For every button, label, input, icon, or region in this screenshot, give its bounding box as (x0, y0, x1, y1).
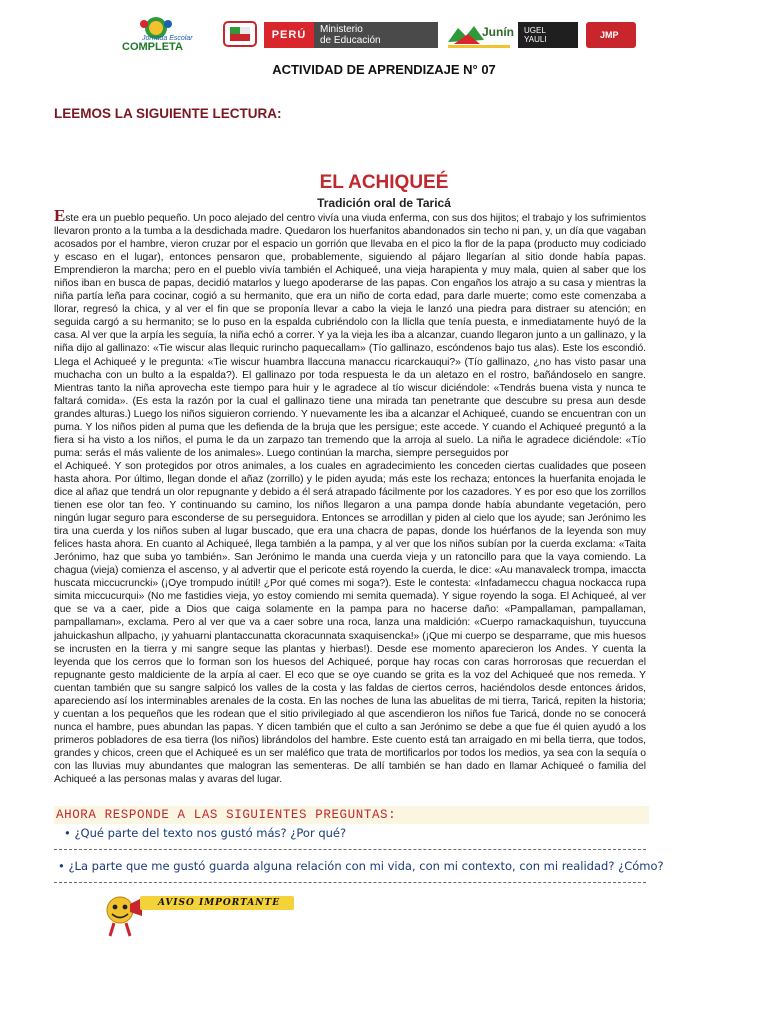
question-2: • ¿La parte que me gustó guarda alguna relación con mi vida, con mi contexto, con mi realidad? ¿Cómo? (58, 859, 664, 873)
peru-label: PERÚ (264, 22, 314, 48)
aviso-label: AVISO IMPORTANTE (140, 896, 294, 910)
junin-label: Junín (482, 25, 514, 39)
ugel-line2: YAULI (524, 35, 547, 44)
megaphone-mascot-icon (100, 894, 144, 940)
answer-line-2 (54, 882, 646, 883)
junin-region-logo (444, 20, 514, 50)
story-subtitle: Tradición oral de Taricá (317, 196, 451, 210)
minedu-line1: Ministerio (320, 24, 363, 35)
story-paragraph-1 (54, 206, 646, 460)
section-heading: LEEMOS LA SIGUIENTE LECTURA: (54, 106, 282, 121)
jec-line2: COMPLETA (122, 41, 183, 52)
story-title: EL ACHIQUEÉ (319, 172, 449, 193)
drop-initial: E (54, 206, 66, 225)
story-paragraph-2: el Achiqueé. Y son protegidos por otros animales, a los cuales en agradecimiento les conceden ciertas cualidades que poseen hasta ahora. Por último, llegan donde el añaz (zorrillo) y le piden ayuda; más este los rechaza; entonces la huerfanita enojada le dice al añaz que tendrá un olor repugnante y debido a él será atrapado fácilmente por los cazadores. Y es por eso que los zorrillos tienen ese olor tan feo. Y continuando su camino, los niños llegaron a una pampa donde había abundante vegetación, pero ningún lugar seguro para esconderse de su perseguidora. Entonces se arrodillan y piden al cielo que los ayude; san Jerónimo les tira una cuerda y los niños suben al lugar buscado, que era una chacra de papas, donde los huérfanos de la leyenda son muy felices hasta ahora. En cuanto al Achiqueé, llega también a la pampa, y al ver que los niños subían por la cuerda exclama: «Taita Jerónimo, haz que suba yo también». San Jerónimo le manda una cuerda vieja y un ratoncillo para que la vaya comiendo. La chagua (vieja) comienza el ascenso, y al advertir que el pericote está royendo la cuerda, le dice: «Au manavaleck trompa, imaccta huscata miccucruncki» (¡Oye trompudo inútil! ¿Por qué comes mi soga?). Este le contesta: «Infadameccu chagua nockacca rupa simita miccucurqui» (No me fastidies vieja, yo estoy comiendo mi semita quemada). Y sigue royendo la soga. El Achiqueé, al ver que se va a caer, pide a Dios que caiga solamente en la pampa para no hacerse daño: «Pampallaman, pampallaman, pampallaman», exclama. Pero al ver que va a caer sobre una roca, lanza una maldición: «Cuerpo ramackaquishun, tuyuccuna jahuickashun allpacho, ¡y yahuarni plantaccunatta ckoracunnata sxaquisencka!» (¡Que mi cuerpo se desparrame, que mis huesos se incrusten en la tierra y mi sangre seque las plantas y hierbas!). Desde ese momento aparecieron los Andes. Y cuenta la leyenda que los cerros que lo forman son los huesos del Achiqueé, porque hay rocas con caras horrorosas que recuerdan el repugnante gesto maldiciente de la arpía al caer. El eco que se oye cuando se grita es la voz del Achiqueé que nos remeda. Y cuentan también que su sangre salpicó los valles de la costa y las faldas de ciertos cerros, haciéndolos desde entonces áridos, apareciendo así los interminables arenales de la costa. En las noches de luna las abuelitas de mi tierra, Taricá, repiten la historia; y cuentan a los pequeños que les rodean que el sitio privilegiado al que ascendieron los niños fue Taricá, donde no se conocerá nunca el hambre, pues abundan las papas. Y dicen también que el culto a san Jerónimo se debe a que fue él quien ayudó a los primeros pobladores de esa tierra (los niños) librándolos del hambre. Este cuento está tan arraigado en mi bella tierra, que todos, grandes y chicos, creen que el Achiqueé es un ser maléfico que trata de mortificarlos por todos los medios, ya sea con la sequía o con las lluvias muy abundantes que malogran las sementeras. De allí también se han dado en llamar Achiqueé o familia del Achiqueé a las personas malas y avaras del lugar. (54, 460, 646, 786)
jmp-school-logo (586, 22, 636, 48)
minedu-label (314, 22, 438, 48)
questions-banner: AHORA RESPONDE A LAS SIGUIENTES PREGUNTAS: (54, 806, 649, 824)
ministerio-educacion-logo (264, 22, 438, 48)
story-paragraph-1-text: ste era un pueblo pequeño. Un poco alejado del centro vivía una viuda enferma, con sus dos hijitos; el trabajo y los sufrimientos llevaron pronto a la tumba a la desdichada madre. Quedaron los huerfanitos abandonados sin techo ni pan, y, un día que vagaban acosados por el hambre, vieron cruzar por el espacio un gorrión que llevaba en el pico la flor de la papa (producto muy codiciado y escaso en el lugar), entonces pensaron que, probablemente, siguiendo al pájaro llegarían al sitio donde había papas. Emprendieron la marcha; pero en el pueblo vivía también el Achiqueé, una vieja harapienta y muy mala, quien al saber que los niños iban en busca de papas, decidió matarlos y luego apoderarse de las papas. Con engaños los atrajo a su casa y mientras la niña partía leña para cocinar, cogió a su hermanito, que era un niño de corta edad, para darle muerte; como este comenzaba a llorar, regresó la chica, y al ver el fin que se proponía llevar a cabo la vieja le lanzó una piedra para distraer su atención; en seguida cargó a su hermanito; se lo puso en la espalda cubriéndolo con la lliclla que tenía puesta, e inmediatamente huyó de la casa. Al ver que la arpía les seguía, la niña echó a correr. Y ya la vieja les iba a alcanzar, cuando llegaron junto a un gallinazo, y la niña dijo al gallinazo: «Tie wiscur alas llequic rurincho paquecallam» (Tío gallinazo, escóndenos bajo tus alas). Este los escondió. Llega el Achiqueé y le pregunta: «Tie wiscur huambra llaccuna manaccu ricarckauqui?» (Tío gallinazo, ¿no has visto pasar una muchacha con un bulto a la espalda?). El gallinazo por toda respuesta le da un aletazo en el rostro, bañándoselo en sangre. Mientras tanto la niña aprovecha este tiempo para huir y le agradece al tío wiscur diciéndole: «Tendrás buena vista y nunca te faltará comida». (Es esta la razón por la cual el gallinazo tiene una mirada tan penetrante que descubre su presa aun desde grandes alturas.) Luego los niños siguieron corriendo. Y nuevamente les iba a alcanzar el Achiqueé, cuando se encuentran con un puma. Y los niños piden al puma que les defienda de la bruja que les persigue; este accede. Y cuando el Achiqueé preguntó a la fiera si ha visto a los niños, el puma le da un zarpazo tan tremendo que la arroja al suelo. La niña le agradece diciéndole: «Tío puma: serás el más valiente de los animales». Luego continúan la marcha, siempre perseguidos por (54, 213, 646, 459)
jornada-escolar-completa-logo (114, 14, 214, 52)
peru-coat-of-arms-icon (222, 20, 258, 48)
story-body (54, 206, 646, 786)
answer-line-1 (54, 849, 646, 850)
activity-title: ACTIVIDAD DE APRENDIZAJE N° 07 (272, 62, 496, 77)
header-logos (110, 14, 650, 54)
ugel-line1: UGEL (524, 26, 546, 35)
jmp-label: JMP (600, 30, 619, 40)
ugel-yauli-logo (518, 22, 578, 48)
aviso-importante (100, 894, 300, 942)
question-1: • ¿Qué parte del texto nos gustó más? ¿Por qué? (64, 826, 347, 840)
minedu-line2: de Educación (320, 35, 381, 46)
jec-line1: Jornada Escolar (142, 35, 193, 42)
